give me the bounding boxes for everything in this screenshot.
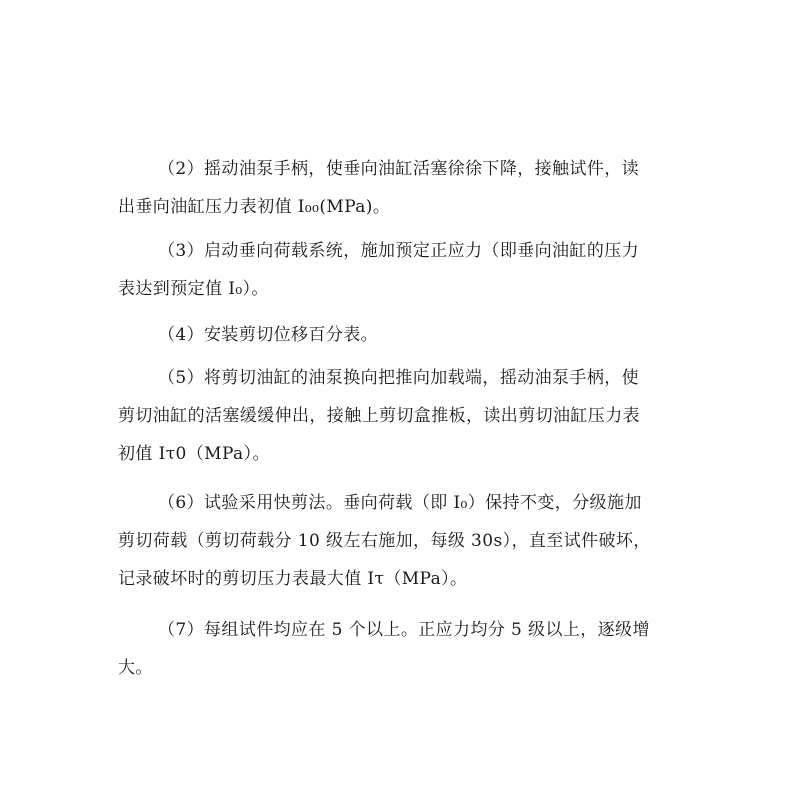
paragraph-step-7 xyxy=(118,611,678,687)
paragraph-step-2 xyxy=(118,150,678,226)
paragraph-line: 出垂向油缸压力表初值 I₀₀(MPa)。 xyxy=(118,197,391,217)
paragraph-line: （4）安装剪切位移百分表。 xyxy=(158,325,379,345)
paragraph-line: 初值 Iτ0（MPa）。 xyxy=(118,444,270,464)
paragraph-line: 剪切荷载（剪切荷载分 10 级左右施加，每级 30s），直至试件破坏， xyxy=(118,531,651,551)
paragraph-step-4 xyxy=(118,316,678,354)
paragraph-line: （2）摇动油泵手柄，使垂向油缸活塞徐徐下降，接触试件，读 xyxy=(158,159,640,179)
paragraph-line: （7）每组试件均应在 5 个以上。正应力均分 5 级以上，逐级增 xyxy=(158,620,650,640)
paragraph-line: 大。 xyxy=(118,658,153,678)
paragraph-line: （3）启动垂向荷载系统，施加预定正应力（即垂向油缸的压力 xyxy=(158,241,640,261)
paragraph-line: （5）将剪切油缸的油泵换向把推向加载端，摇动油泵手柄，使 xyxy=(158,368,640,388)
paragraph-line: 表达到预定值 I₀）。 xyxy=(118,279,269,299)
paragraph-line: 剪切油缸的活塞缓缓伸出，接触上剪切盒推板，读出剪切油缸压力表 xyxy=(118,406,640,426)
paragraph-line: 记录破坏时的剪切压力表最大值 Iτ（MPa）。 xyxy=(118,569,468,589)
paragraph-line: （6）试验采用快剪法。垂向荷载（即 I₀）保持不变，分级施加 xyxy=(158,493,642,513)
paragraph-step-6 xyxy=(118,484,678,598)
paragraph-step-3 xyxy=(118,232,678,308)
paragraph-step-5 xyxy=(118,359,678,473)
